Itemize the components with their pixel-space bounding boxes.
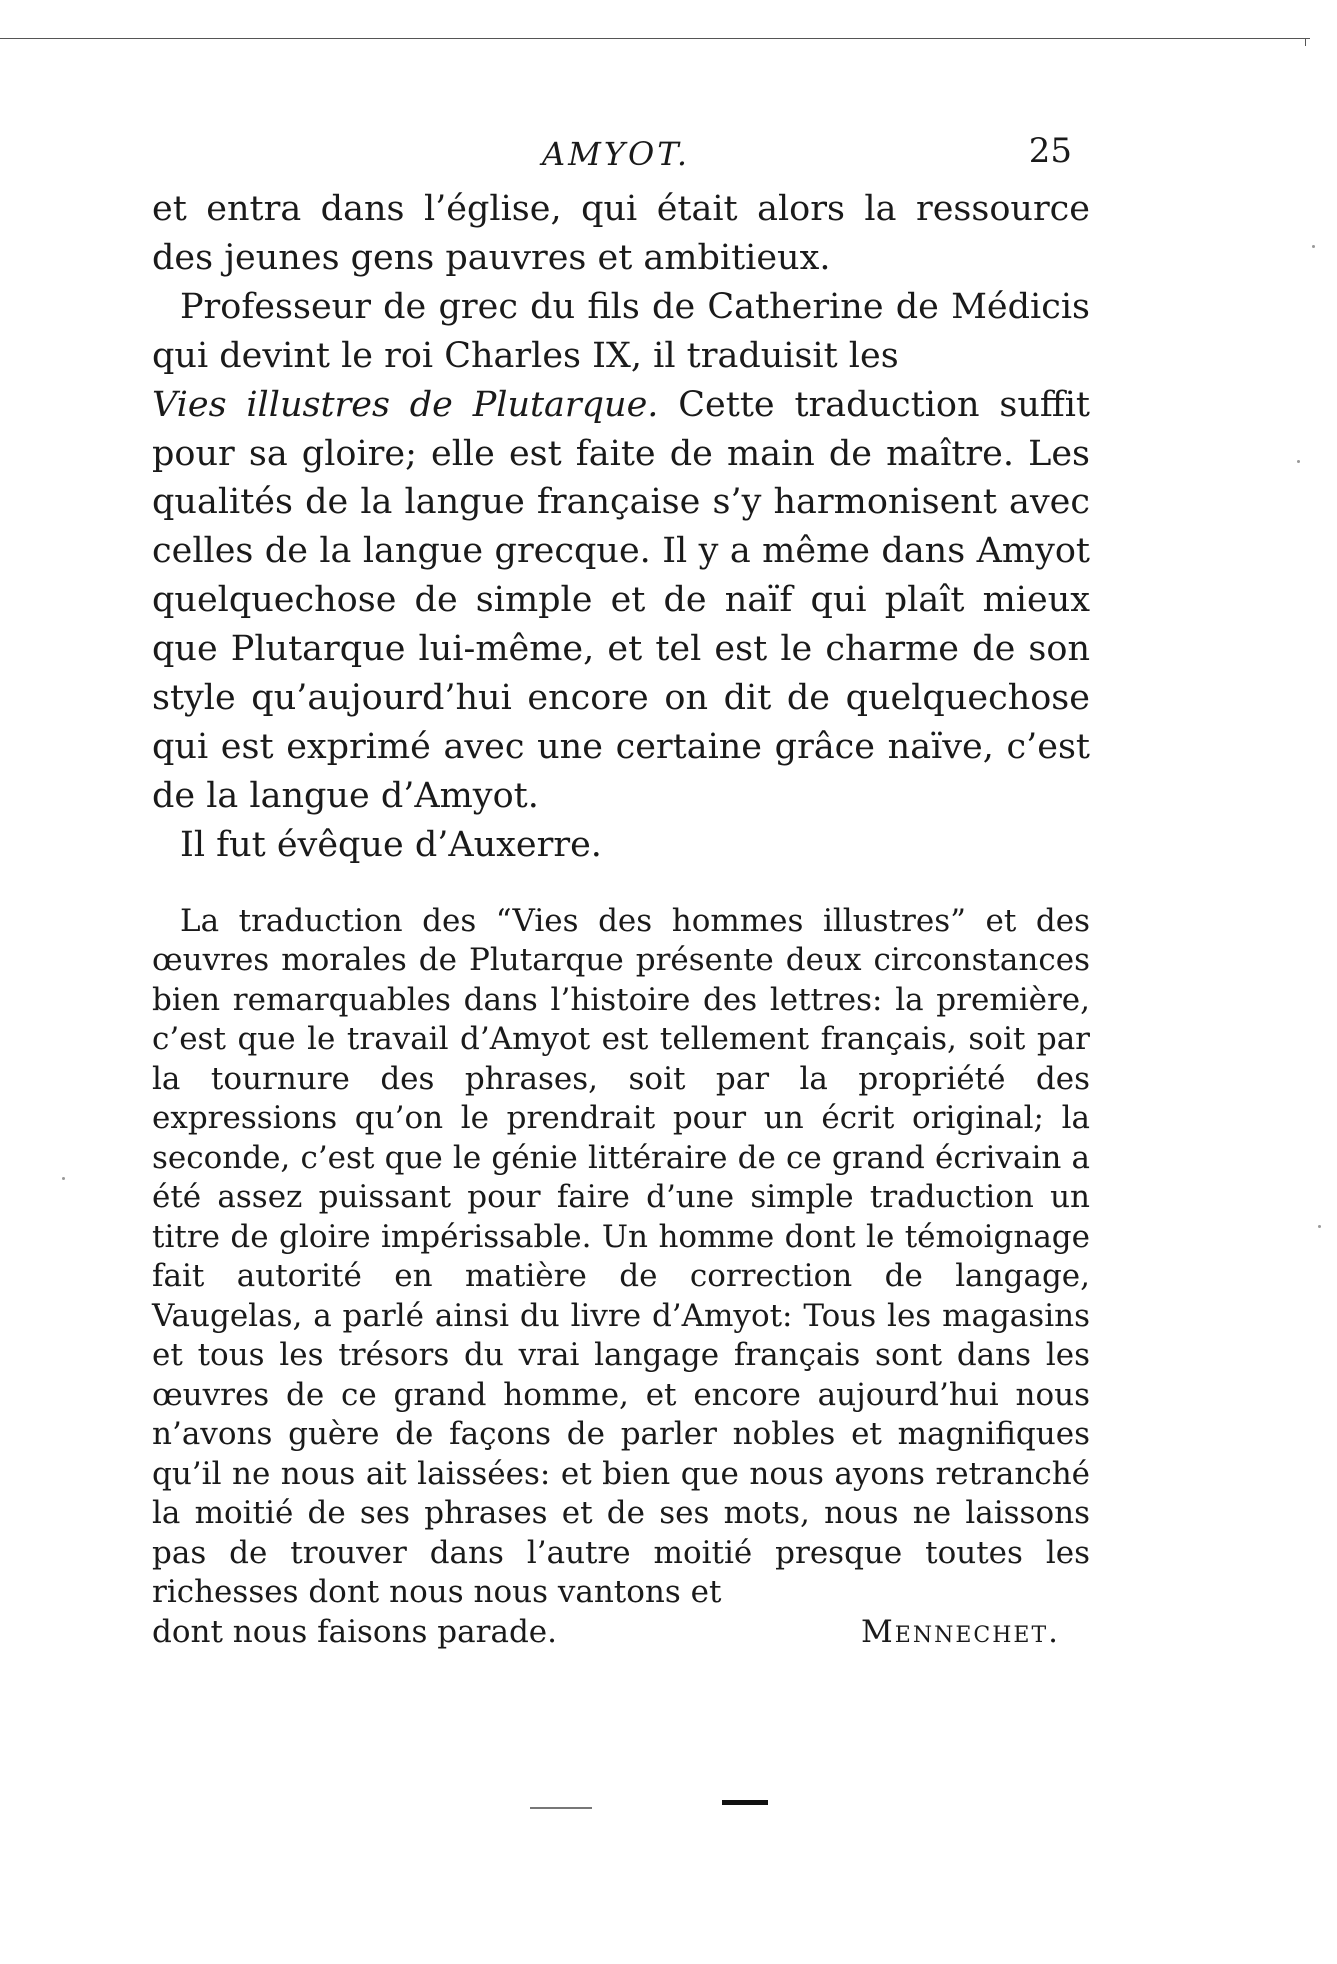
end-ornament-rule-thick xyxy=(722,1800,768,1805)
scan-speck xyxy=(62,1177,65,1180)
page-header xyxy=(152,131,1090,185)
paragraph-1: et entra dans l’église, qui était alors la ressource des jeunes gens pauvres et ambitieux. xyxy=(152,189,1090,278)
book-page xyxy=(152,131,1090,1652)
paragraph-2 xyxy=(152,283,1090,821)
scan-speck xyxy=(1312,245,1315,248)
section-gap xyxy=(152,870,1090,890)
paragraph-3: Il fut évêque d’Auxerre. xyxy=(180,824,602,865)
book-title-plutarque: Vies illustres de Plutarque. xyxy=(152,384,659,425)
quote-last-line: dont nous faisons parade. xyxy=(152,1613,557,1650)
end-ornament-rule-thin xyxy=(530,1807,592,1809)
running-head: AMYOT. xyxy=(542,135,691,173)
scan-edge-rule xyxy=(0,38,1310,39)
quote-author: Mennechet. xyxy=(861,1613,1060,1650)
page-number: 25 xyxy=(1028,131,1072,171)
scan-speck xyxy=(1318,1225,1321,1228)
quote-paragraph: La traduction des “Vies des hommes illustres” et des œuvres morales de Plutarque présente deux circonstances bien remarquables dans l’histoire des lettres: la première, c’est que le travail d’Amyot est tellement français, soit par la tournure des phrases, soit par la propriété des expressions qu’on le prendrait pour un écrit original; la seconde, c’est que le génie littéraire de ce grand écrivain a été assez puissant pour faire d’une simple traduction un titre de gloire impérissable. Un homme dont le témoignage fait autorité en matière de correction de langage, Vaugelas, a parlé ainsi du livre d’Amyot: Tous les magasins et tous les trésors du vrai langage français sont dans les œuvres de ce grand homme, et encore aujourd’hui nous n’avons guère de façons de parler nobles et magnifiques qu’il ne nous ait laissées: et bien que nous ayons retranché la moitié de ses phrases et de ses mots, nous ne laissons pas de trouver dans l’autre moitié presque toutes les richesses dont nous nous vantons et xyxy=(152,902,1090,1611)
scan-speck xyxy=(1297,460,1300,463)
paragraph-2-rest: Cette traduction suffit pour sa gloire; elle est faite de main de maître. Les qualités de la langue française s’y harmonisent avec celles de la langue grecque. Il y a même dans Amyot quelquechose de simple et de naïf qui plaît mieux que Plutarque lui-même, et tel est le charme de son style qu’aujourd’hui encore on dit de quelquechose qui est exprimé avec une certaine grâce naïve, c’est de la langue d’Amyot. xyxy=(152,384,1090,816)
quote-signature-line xyxy=(152,1613,1090,1653)
paragraph-2-intro: Professeur de grec du fils de Catherine de Médicis qui devint le roi Charles IX, il traduisit les xyxy=(152,286,1090,376)
scan-edge-rule-end xyxy=(1305,38,1306,46)
